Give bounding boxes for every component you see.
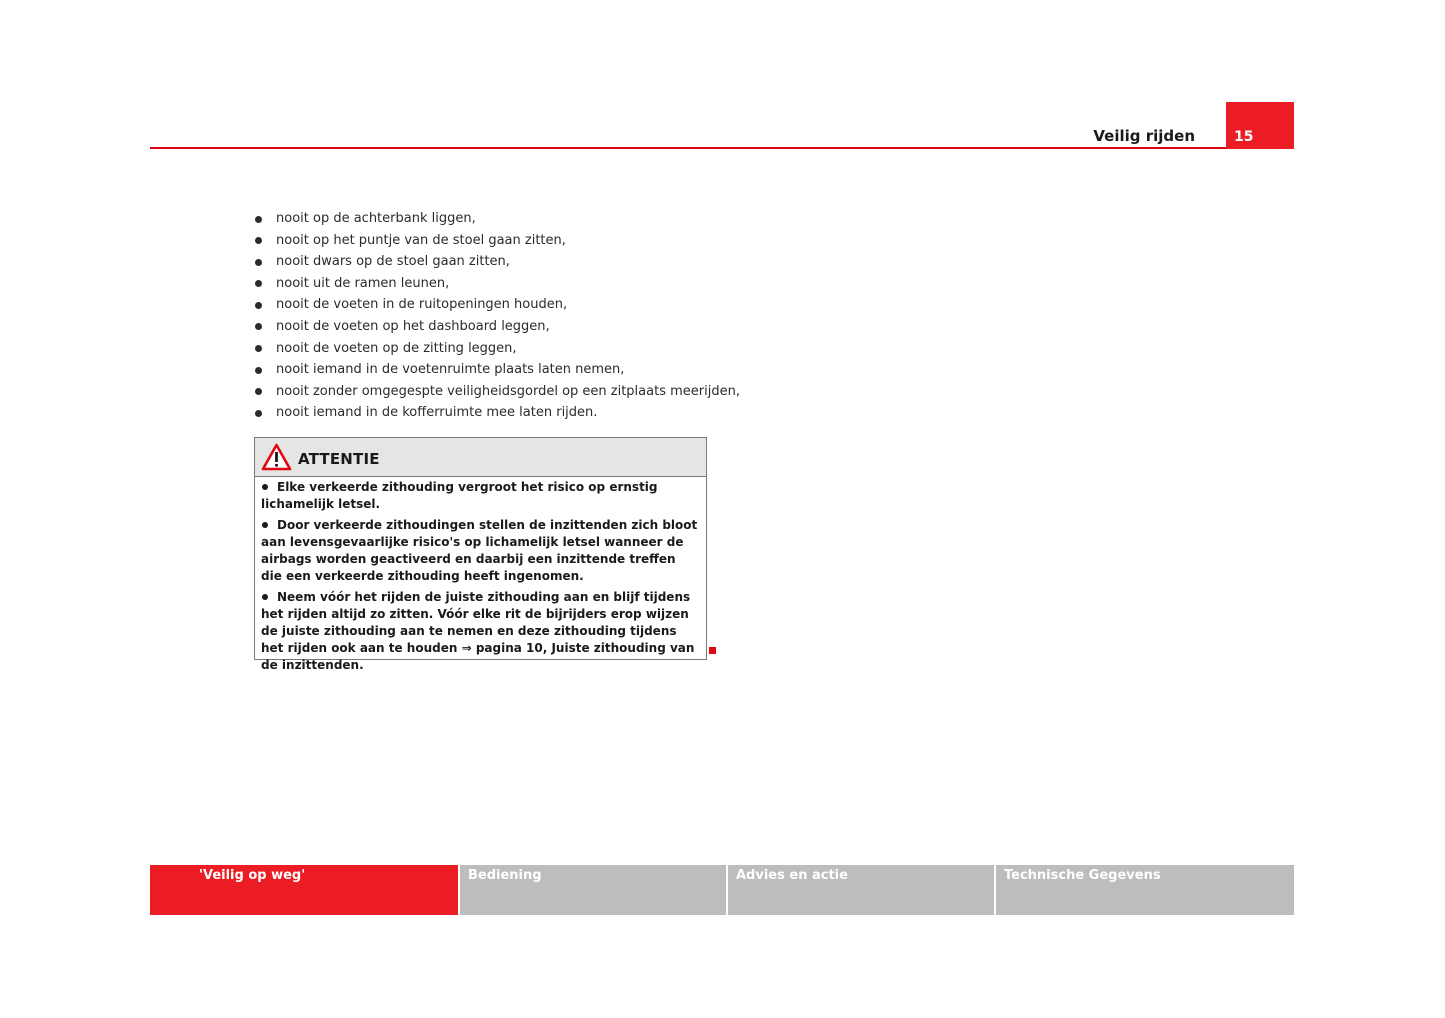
list-item: nooit iemand in de kofferruimte mee laten rijden. bbox=[254, 402, 724, 424]
warning-item bbox=[261, 479, 700, 513]
list-item: nooit uit de ramen leunen, bbox=[254, 273, 724, 295]
warning-box bbox=[254, 437, 707, 672]
page-number-box bbox=[1226, 102, 1294, 149]
list-item: nooit de voeten op de zitting leggen, bbox=[254, 338, 724, 360]
list-item: nooit de voeten op het dashboard leggen, bbox=[254, 316, 724, 338]
list-item: nooit de voeten in de ruitopeningen houden, bbox=[254, 294, 724, 316]
tab-label: Bediening bbox=[468, 868, 542, 883]
warning-item-text: Elke verkeerde zithouding vergroot het risico op ernstig lichamelijk letsel. bbox=[261, 480, 658, 511]
bullet-list bbox=[254, 208, 740, 424]
page-number: 15 bbox=[1234, 129, 1254, 145]
warning-item bbox=[261, 517, 700, 585]
tab-veilig-op-weg[interactable] bbox=[150, 865, 458, 915]
warning-triangle-icon bbox=[261, 443, 292, 471]
warning-item-text: Door verkeerde zithoudingen stellen de inzittenden zich bloot aan levensgevaarlijke risico's op lichamelijk letsel wanneer de airbags worden geactiveerd en daarbij een inzittende treffen die een verkeerde zithouding heeft ingenomen. bbox=[261, 518, 698, 583]
section-title: Veilig rijden bbox=[1093, 127, 1195, 145]
tab-bediening[interactable] bbox=[460, 865, 726, 915]
bullet-dot bbox=[262, 594, 268, 600]
tab-technische-gegevens[interactable] bbox=[996, 865, 1294, 915]
list-item: nooit dwars op de stoel gaan zitten, bbox=[254, 251, 724, 273]
bullet-dot bbox=[262, 522, 268, 528]
list-item: nooit op het puntje van de stoel gaan zitten, bbox=[254, 230, 724, 252]
list-item: nooit iemand in de voetenruimte plaats laten nemen, bbox=[254, 359, 724, 381]
warning-item-text: Neem vóór het rijden de juiste zithouding aan en blijf tijdens het rijden altijd zo zitten. Vóór elke rit de bijrijders erop wijzen de juiste zithouding aan te nemen en deze zithouding tijdens het rijden ook aan te houden ⇒ pagina 10, Juiste zithouding van de inzittenden. bbox=[261, 590, 695, 672]
list-item: nooit op de achterbank liggen, bbox=[254, 208, 724, 230]
header-rule bbox=[150, 147, 1294, 149]
tab-label: 'Veilig op weg' bbox=[199, 868, 306, 883]
list-item: nooit zonder omgegespte veiligheidsgordel op een zitplaats meerijden, bbox=[254, 381, 724, 403]
tab-label: Advies en actie bbox=[736, 868, 848, 883]
tab-label: Technische Gegevens bbox=[1004, 868, 1161, 883]
warning-body bbox=[255, 477, 706, 674]
section-end-marker bbox=[709, 647, 716, 654]
warning-header bbox=[255, 438, 706, 477]
tab-advies-en-actie[interactable] bbox=[728, 865, 994, 915]
warning-title: ATTENTIE bbox=[298, 450, 380, 468]
bullet-dot bbox=[262, 484, 268, 490]
warning-item bbox=[261, 589, 700, 674]
